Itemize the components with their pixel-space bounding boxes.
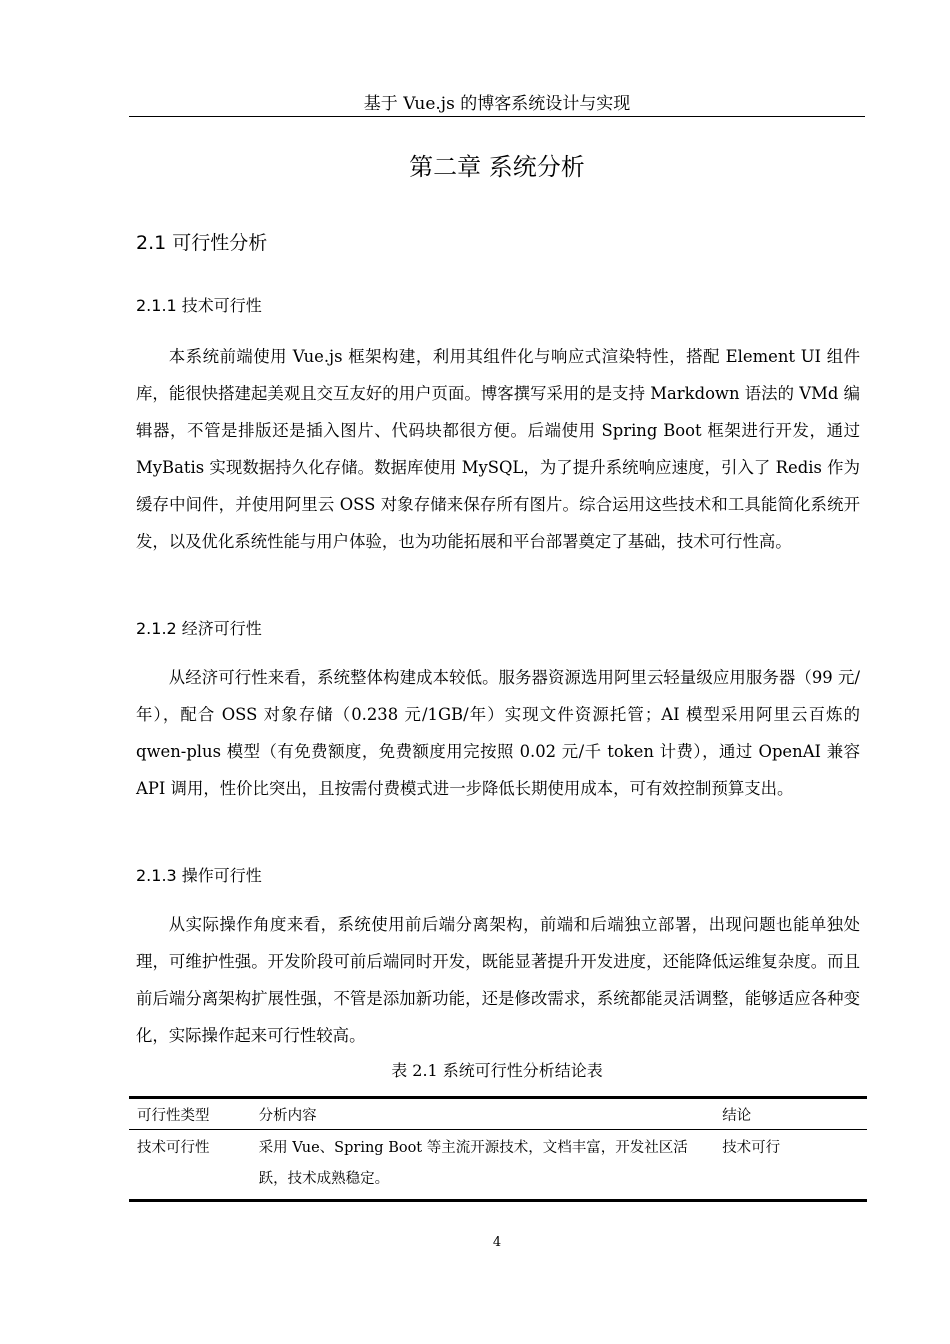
header-cell-content: 分析内容 [251, 1098, 715, 1130]
paragraph-operational: 从实际操作角度来看，系统使用前后端分离架构，前端和后端独立部署，出现问题也能单独处理，可维护性强。开发阶段可前后端同时开发，既能显著提升开发进度，还能降低运维复杂度。而且前后端分离架构扩展性强，不管是添加新功能，还是修改需求，系统都能灵活调整，能够适应各种变化，实际操作起来可行性较高。 [136, 915, 860, 1045]
cell-conclusion: 技术可行 [714, 1130, 867, 1201]
page-number: 4 [492, 1235, 502, 1250]
header-cell-type: 可行性类型 [129, 1098, 251, 1130]
table-caption: 表 2.1 系统可行性分析结论表 [391, 1061, 603, 1080]
paragraph-economic: 从经济可行性来看，系统整体构建成本较低。服务器资源选用阿里云轻量级应用服务器（99 元/年），配合 OSS 对象存储（0.238 元/1GB/年）实现文件资源托管；AI 模型采用阿里云百炼的 qwen-plus 模型（有免费额度，免费额度用完按照 0.02 元/千 token 计费），通过 OpenAI 兼容 API 调用，性价比突出，且按需付费模式进一步降低长期使用成本，可有效控制预算支出。 [136, 668, 860, 798]
table-row [129, 1130, 867, 1201]
feasibility-table [129, 1096, 867, 1202]
header-cell-conclusion: 结论 [714, 1098, 867, 1130]
header-rule [129, 116, 865, 117]
cell-type: 技术可行性 [129, 1130, 251, 1201]
subsection-heading-economic: 2.1.2 经济可行性 [136, 619, 262, 638]
table-header-row [129, 1098, 867, 1130]
section-heading: 2.1 可行性分析 [136, 232, 268, 254]
subsection-heading-operational: 2.1.3 操作可行性 [136, 866, 262, 885]
running-header: 基于 Vue.js 的博客系统设计与实现 [363, 94, 631, 114]
subsection-heading-technical: 2.1.1 技术可行性 [136, 296, 262, 315]
chapter-title: 第二章 系统分析 [409, 153, 585, 181]
paragraph-technical: 本系统前端使用 Vue.js 框架构建，利用其组件化与响应式渲染特性，搭配 Element UI 组件库，能很快搭建起美观且交互友好的用户页面。博客撰写采用的是支持 Markdown 语法的 VMd 编辑器，不管是排版还是插入图片、代码块都很方便。后端使用 Spring Boot 框架进行开发，通过 MyBatis 实现数据持久化存储。数据库使用 MySQL，为了提升系统响应速度，引入了 Redis 作为缓存中间件，并使用阿里云 OSS 对象存储来保存所有图片。综合运用这些技术和工具能简化系统开发，以及优化系统性能与用户体验，也为功能拓展和平台部署奠定了基础，技术可行性高。 [136, 347, 860, 551]
cell-content: 采用 Vue、Spring Boot 等主流开源技术，文档丰富，开发社区活跃，技术成熟稳定。 [251, 1130, 715, 1201]
